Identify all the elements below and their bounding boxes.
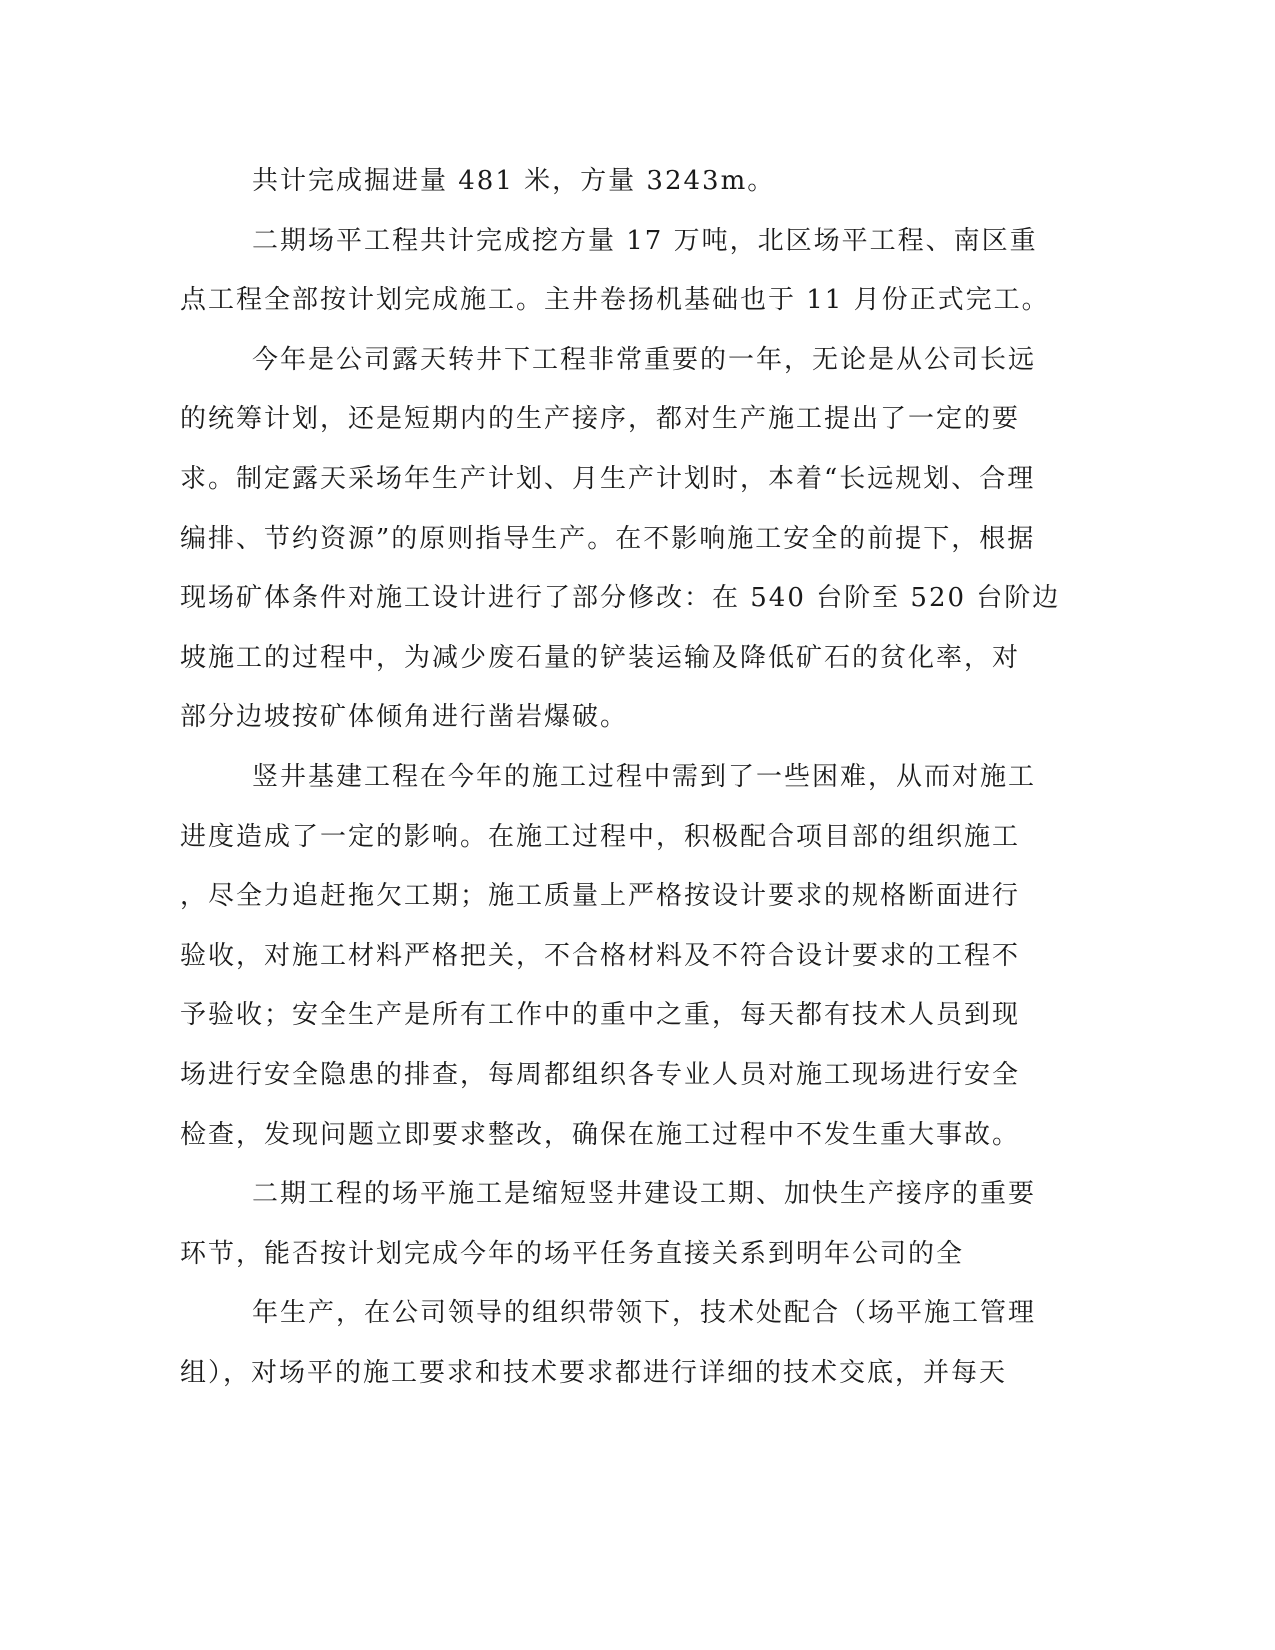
text-line: 场进行安全隐患的排查，每周都组织各专业人员对施工现场进行安全 [180, 1059, 1021, 1090]
text-line: 共计完成掘进量 481 米，方量 3243m。 [252, 166, 776, 196]
body-text [180, 158, 1060, 1409]
text-line: 验收，对施工材料严格把关，不合格材料及不符合设计要求的工程不 [180, 940, 1021, 971]
text-line: 检查，发现问题立即要求整改，确保在施工过程中不发生重大事故。 [180, 1119, 1021, 1150]
text-line: 部分边坡按矿体倾角进行凿岩爆破。 [180, 702, 629, 733]
text-line: 组），对场平的施工要求和技术要求都进行详细的技术交底，并每天 [180, 1357, 1008, 1388]
text-line: 坡施工的过程中，为减少废石量的铲装运输及降低矿石的贫化率，对 [180, 642, 1021, 673]
text-line: 年生产，在公司领导的组织带领下，技术处配合（场平施工管理 [252, 1298, 1037, 1329]
text-line: 二期场平工程共计完成挖方量 17 万吨，北区场平工程、南区重 [252, 225, 1038, 256]
text-line: 进度造成了一定的影响。在施工过程中，积极配合项目部的组织施工 [180, 821, 1021, 852]
text-line: 点工程全部按计划完成施工。主井卷扬机基础也于 11 月份正式完工。 [180, 285, 1050, 316]
text-line: ，尽全力追赶拖欠工期；施工质量上严格按设计要求的规格断面进行 [180, 881, 1021, 912]
text-line: 竖井基建工程在今年的施工过程中需到了一些困难，从而对施工 [252, 761, 1037, 792]
text-line: 现场矿体条件对施工设计进行了部分修改：在 540 台阶至 520 台阶边 [180, 583, 1061, 614]
text-line: 求。制定露天采场年生产计划、月生产计划时，本着“长远规划、合理 [180, 463, 1036, 494]
text-line: 编排、节约资源”的原则指导生产。在不影响施工安全的前提下，根据 [180, 523, 1036, 554]
text-line: 予验收；安全生产是所有工作中的重中之重，每天都有技术人员到现 [180, 1000, 1021, 1031]
text-line: 二期工程的场平施工是缩短竖井建设工期、加快生产接序的重要 [252, 1179, 1037, 1210]
text-line: 的统筹计划，还是短期内的生产接序，都对生产施工提出了一定的要 [180, 404, 1021, 435]
text-line: 今年是公司露天转井下工程非常重要的一年，无论是从公司长远 [252, 344, 1037, 375]
text-line: 环节，能否按计划完成今年的场平任务直接关系到明年公司的全 [180, 1238, 965, 1269]
